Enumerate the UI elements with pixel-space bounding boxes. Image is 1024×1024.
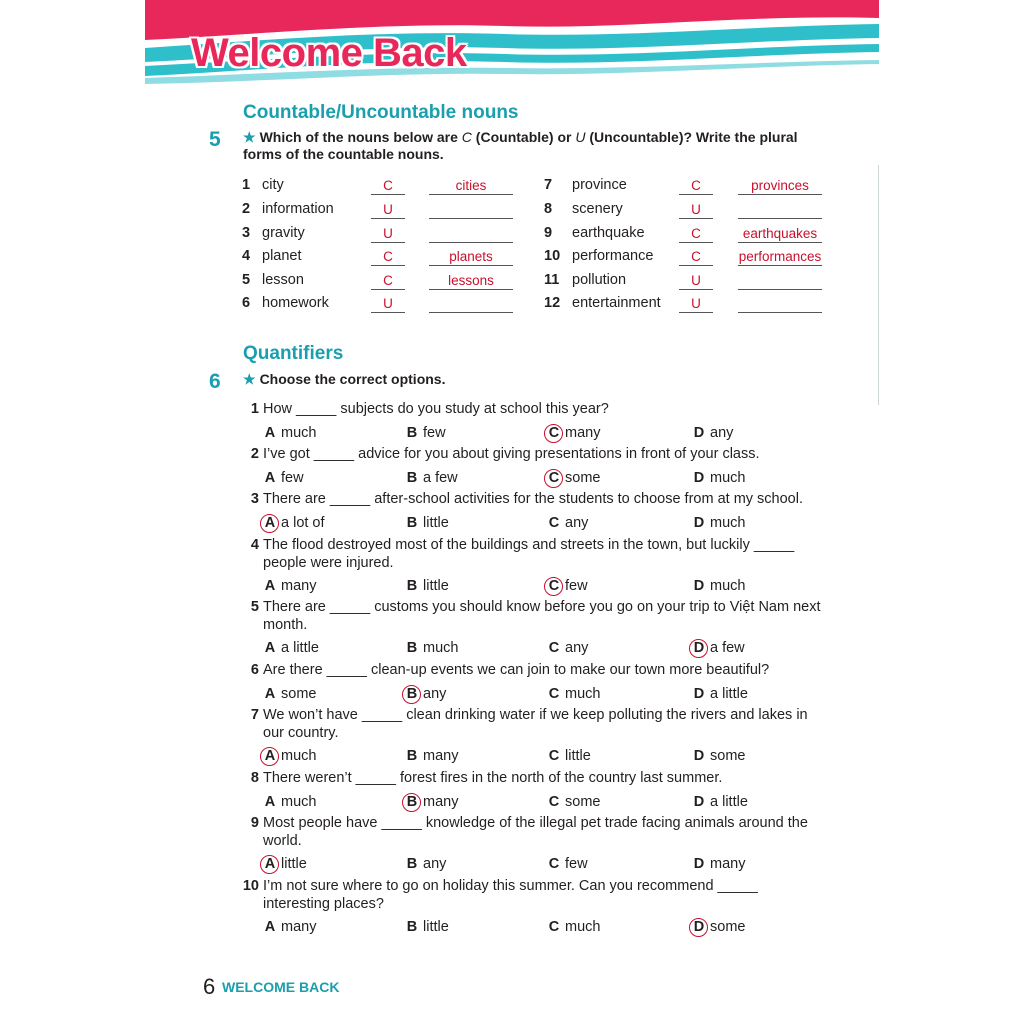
answer-option[interactable] — [545, 468, 600, 488]
noun-word: province — [572, 177, 627, 193]
option-letter: D — [693, 515, 705, 531]
option-letter: A — [264, 794, 276, 810]
option-value: little — [423, 578, 449, 594]
noun-row — [242, 295, 542, 315]
noun-word: pollution — [572, 272, 627, 288]
option-letter: A — [261, 746, 279, 766]
noun-row — [242, 248, 542, 268]
option-letter: B — [403, 792, 421, 812]
answer-option[interactable] — [690, 746, 745, 766]
option-letter: B — [406, 640, 418, 656]
answer-option[interactable] — [403, 917, 449, 937]
noun-number: 9 — [544, 225, 553, 241]
option-value: any — [423, 686, 447, 702]
question-number: 7 — [250, 707, 259, 723]
question-number: 2 — [250, 446, 259, 462]
option-value: much — [710, 515, 746, 531]
answer-option[interactable] — [545, 917, 600, 937]
option-letter: B — [406, 425, 418, 441]
option-value: little — [565, 748, 591, 764]
noun-number: 1 — [242, 177, 251, 193]
option-value: any — [565, 640, 589, 656]
option-letter: D — [693, 425, 705, 441]
option-value: much — [565, 919, 601, 935]
option-value: any — [710, 425, 734, 441]
answer-option[interactable] — [690, 638, 745, 658]
option-letter: C — [545, 576, 563, 596]
option-letter: A — [261, 513, 279, 533]
plural-answer[interactable] — [738, 201, 822, 219]
section-title-nouns: Countable/Uncountable nouns — [243, 102, 519, 123]
option-value: little — [281, 856, 307, 872]
page-title: Welcome Back — [191, 31, 467, 75]
noun-word: performance — [572, 248, 654, 264]
option-value: little — [423, 515, 449, 531]
option-value: much — [710, 470, 746, 486]
option-value: few — [281, 470, 304, 486]
answer-option[interactable] — [545, 513, 588, 533]
noun-number: 2 — [242, 201, 251, 217]
option-letter: A — [264, 919, 276, 935]
noun-row — [242, 225, 542, 245]
countable-answer[interactable]: C — [371, 177, 405, 195]
noun-word: city — [262, 177, 284, 193]
answer-option[interactable] — [261, 917, 316, 937]
countable-answer[interactable]: C — [371, 248, 405, 266]
option-value: much — [565, 686, 601, 702]
option-value: many — [565, 425, 601, 441]
noun-word: earthquake — [572, 225, 645, 241]
question-number: 5 — [250, 599, 259, 615]
option-letter: B — [406, 748, 418, 764]
option-value: many — [281, 578, 317, 594]
answer-option[interactable] — [261, 746, 316, 766]
noun-row — [544, 177, 844, 197]
noun-row — [242, 177, 542, 197]
answer-option[interactable] — [261, 513, 325, 533]
answer-option[interactable] — [403, 423, 446, 443]
option-letter: C — [548, 748, 560, 764]
countable-answer[interactable]: U — [371, 295, 405, 313]
answer-option[interactable] — [261, 792, 316, 812]
countable-answer[interactable]: C — [679, 225, 713, 243]
option-letter: C — [548, 515, 560, 531]
option-letter: B — [406, 856, 418, 872]
option-value: much — [281, 425, 317, 441]
noun-number: 3 — [242, 225, 251, 241]
plural-answer[interactable]: provinces — [738, 177, 822, 195]
option-letter: B — [406, 919, 418, 935]
header-banner — [145, 0, 879, 88]
noun-word: gravity — [262, 225, 305, 241]
plural-answer[interactable]: cities — [429, 177, 513, 195]
noun-word: lesson — [262, 272, 304, 288]
footer-label: WELCOME BACK — [222, 979, 340, 995]
option-value: a little — [281, 640, 319, 656]
noun-row — [242, 201, 542, 221]
option-value: many — [710, 856, 746, 872]
answer-option[interactable] — [545, 746, 591, 766]
option-letter: C — [548, 686, 560, 702]
exercise-5-instruction: ★ Which of the nouns below are C (Countable) or U (Uncountable)? Write the plural forms of the countable nouns. — [243, 129, 798, 162]
option-value: few — [565, 578, 588, 594]
noun-number: 6 — [242, 295, 251, 311]
noun-row — [544, 201, 844, 221]
option-letter: D — [693, 856, 705, 872]
plural-answer[interactable] — [429, 295, 513, 313]
noun-row — [544, 295, 844, 315]
answer-option[interactable] — [545, 684, 600, 704]
option-letter: D — [693, 748, 705, 764]
answer-option[interactable] — [690, 423, 733, 443]
option-value: some — [565, 794, 601, 810]
answer-option[interactable] — [403, 638, 458, 658]
option-letter: A — [264, 686, 276, 702]
answer-option[interactable] — [403, 513, 449, 533]
answer-option[interactable] — [690, 792, 748, 812]
option-letter: A — [261, 854, 279, 874]
section-title-quantifiers: Quantifiers — [243, 343, 344, 364]
answer-option[interactable] — [403, 792, 458, 812]
exercise-number-5: 5 — [209, 128, 221, 151]
countable-answer[interactable]: U — [371, 225, 405, 243]
option-letter: C — [548, 856, 560, 872]
answer-option[interactable] — [261, 423, 316, 443]
noun-number: 8 — [544, 201, 553, 217]
noun-number: 7 — [544, 177, 553, 193]
noun-number: 4 — [242, 248, 251, 264]
answer-option[interactable] — [690, 468, 745, 488]
answer-option[interactable] — [545, 854, 588, 874]
question-number: 4 — [250, 537, 259, 553]
answer-option[interactable] — [690, 684, 748, 704]
option-value: much — [423, 640, 459, 656]
plural-answer[interactable] — [429, 201, 513, 219]
answer-option[interactable] — [690, 854, 745, 874]
countable-answer[interactable]: U — [371, 201, 405, 219]
answer-option[interactable] — [261, 468, 304, 488]
star-icon: ★ — [243, 129, 256, 145]
option-value: few — [565, 856, 588, 872]
question-sentence: Most people have _____ knowledge of the illegal pet trade facing animals around the world. — [263, 815, 808, 849]
option-letter: D — [693, 794, 705, 810]
question-sentence: I’m not sure where to go on holiday this summer. Can you recommend _____ interesting places? — [263, 878, 758, 912]
option-value: some — [565, 470, 601, 486]
option-letter: D — [693, 578, 705, 594]
countable-answer[interactable]: U — [679, 201, 713, 219]
option-letter: D — [690, 638, 708, 658]
question-sentence: The flood destroyed most of the buildings and streets in the town, but luckily _____ people were injured. — [263, 537, 795, 571]
noun-word: entertainment — [572, 295, 661, 311]
question-number: 3 — [250, 491, 259, 507]
answer-option[interactable] — [261, 638, 319, 658]
noun-row — [242, 272, 542, 292]
option-letter: D — [690, 917, 708, 937]
option-value: much — [281, 794, 317, 810]
question-number: 10 — [242, 878, 259, 894]
option-value: little — [423, 919, 449, 935]
exercise-6-instruction: ★ Choose the correct options. — [243, 371, 446, 387]
countable-answer[interactable]: C — [679, 177, 713, 195]
option-letter: B — [403, 684, 421, 704]
answer-option[interactable] — [690, 513, 745, 533]
plural-answer[interactable]: lessons — [429, 272, 513, 290]
option-letter: A — [264, 640, 276, 656]
option-letter: D — [693, 470, 705, 486]
question-sentence: I’ve got _____ advice for you about giving presentations in front of your class. — [263, 446, 760, 462]
option-letter: A — [264, 578, 276, 594]
option-letter: C — [545, 468, 563, 488]
option-letter: B — [406, 515, 418, 531]
countable-answer[interactable]: C — [371, 272, 405, 290]
option-value: some — [281, 686, 317, 702]
question-sentence: How _____ subjects do you study at school this year? — [263, 401, 609, 417]
question-sentence: There weren’t _____ forest fires in the north of the country last summer. — [263, 770, 723, 786]
noun-row — [544, 225, 844, 245]
option-value: a little — [710, 794, 748, 810]
plural-answer[interactable] — [738, 295, 822, 313]
option-value: much — [281, 748, 317, 764]
page-edge-line — [878, 165, 879, 405]
countable-answer[interactable]: C — [679, 248, 713, 266]
noun-word: planet — [262, 248, 302, 264]
option-letter: C — [548, 919, 560, 935]
question-sentence: We won’t have _____ clean drinking water if we keep polluting the rivers and lakes in our country. — [263, 707, 808, 741]
answer-option[interactable] — [545, 792, 600, 812]
noun-number: 12 — [544, 295, 561, 311]
noun-number: 10 — [544, 248, 561, 264]
countable-answer[interactable]: U — [679, 295, 713, 313]
noun-word: homework — [262, 295, 329, 311]
answer-option[interactable] — [261, 854, 307, 874]
noun-word: scenery — [572, 201, 623, 217]
answer-option[interactable] — [403, 746, 458, 766]
question-number: 6 — [250, 662, 259, 678]
plural-answer[interactable] — [738, 272, 822, 290]
option-value: any — [565, 515, 589, 531]
option-letter: A — [264, 470, 276, 486]
question-sentence: There are _____ after-school activities for the students to choose from at my school. — [263, 491, 803, 507]
option-value: many — [423, 748, 459, 764]
option-value: a few — [710, 640, 745, 656]
option-value: some — [710, 748, 746, 764]
option-letter: C — [545, 423, 563, 443]
answer-option[interactable] — [690, 917, 745, 937]
noun-word: information — [262, 201, 334, 217]
answer-option[interactable] — [403, 854, 446, 874]
noun-row — [544, 272, 844, 292]
option-value: a few — [423, 470, 458, 486]
answer-option[interactable] — [545, 423, 600, 443]
option-value: some — [710, 919, 746, 935]
answer-option[interactable] — [261, 576, 316, 596]
noun-row — [544, 248, 844, 268]
answer-option[interactable] — [403, 468, 458, 488]
answer-option[interactable] — [545, 638, 588, 658]
question-number: 9 — [250, 815, 259, 831]
page-number: 6 — [203, 974, 216, 999]
option-letter: A — [264, 425, 276, 441]
plural-answer[interactable]: earthquakes — [738, 225, 822, 243]
answer-option[interactable] — [403, 684, 446, 704]
star-icon: ★ — [243, 371, 256, 387]
option-value: any — [423, 856, 447, 872]
question-number: 1 — [250, 401, 259, 417]
option-letter: C — [548, 794, 560, 810]
plural-answer[interactable]: planets — [429, 248, 513, 266]
option-value: a lot of — [281, 515, 325, 531]
option-value: a little — [710, 686, 748, 702]
question-sentence: There are _____ customs you should know before you go on your trip to Việt Nam next month. — [263, 599, 821, 633]
noun-number: 5 — [242, 272, 251, 288]
option-value: many — [423, 794, 459, 810]
option-value: much — [710, 578, 746, 594]
exercise-number-6: 6 — [209, 370, 221, 393]
answer-option[interactable] — [545, 576, 588, 596]
question-sentence: Are there _____ clean-up events we can join to make our town more beautiful? — [263, 662, 770, 678]
option-value: few — [423, 425, 446, 441]
noun-number: 11 — [544, 272, 560, 288]
option-value: many — [281, 919, 317, 935]
answer-option[interactable] — [261, 684, 316, 704]
option-letter: C — [548, 640, 560, 656]
option-letter: B — [406, 578, 418, 594]
answer-option[interactable] — [690, 576, 745, 596]
plural-answer[interactable]: performances — [738, 249, 822, 264]
option-letter: D — [693, 686, 705, 702]
option-letter: B — [406, 470, 418, 486]
answer-option[interactable] — [403, 576, 449, 596]
countable-answer[interactable]: U — [679, 272, 713, 290]
plural-answer[interactable] — [429, 225, 513, 243]
question-number: 8 — [250, 770, 259, 786]
